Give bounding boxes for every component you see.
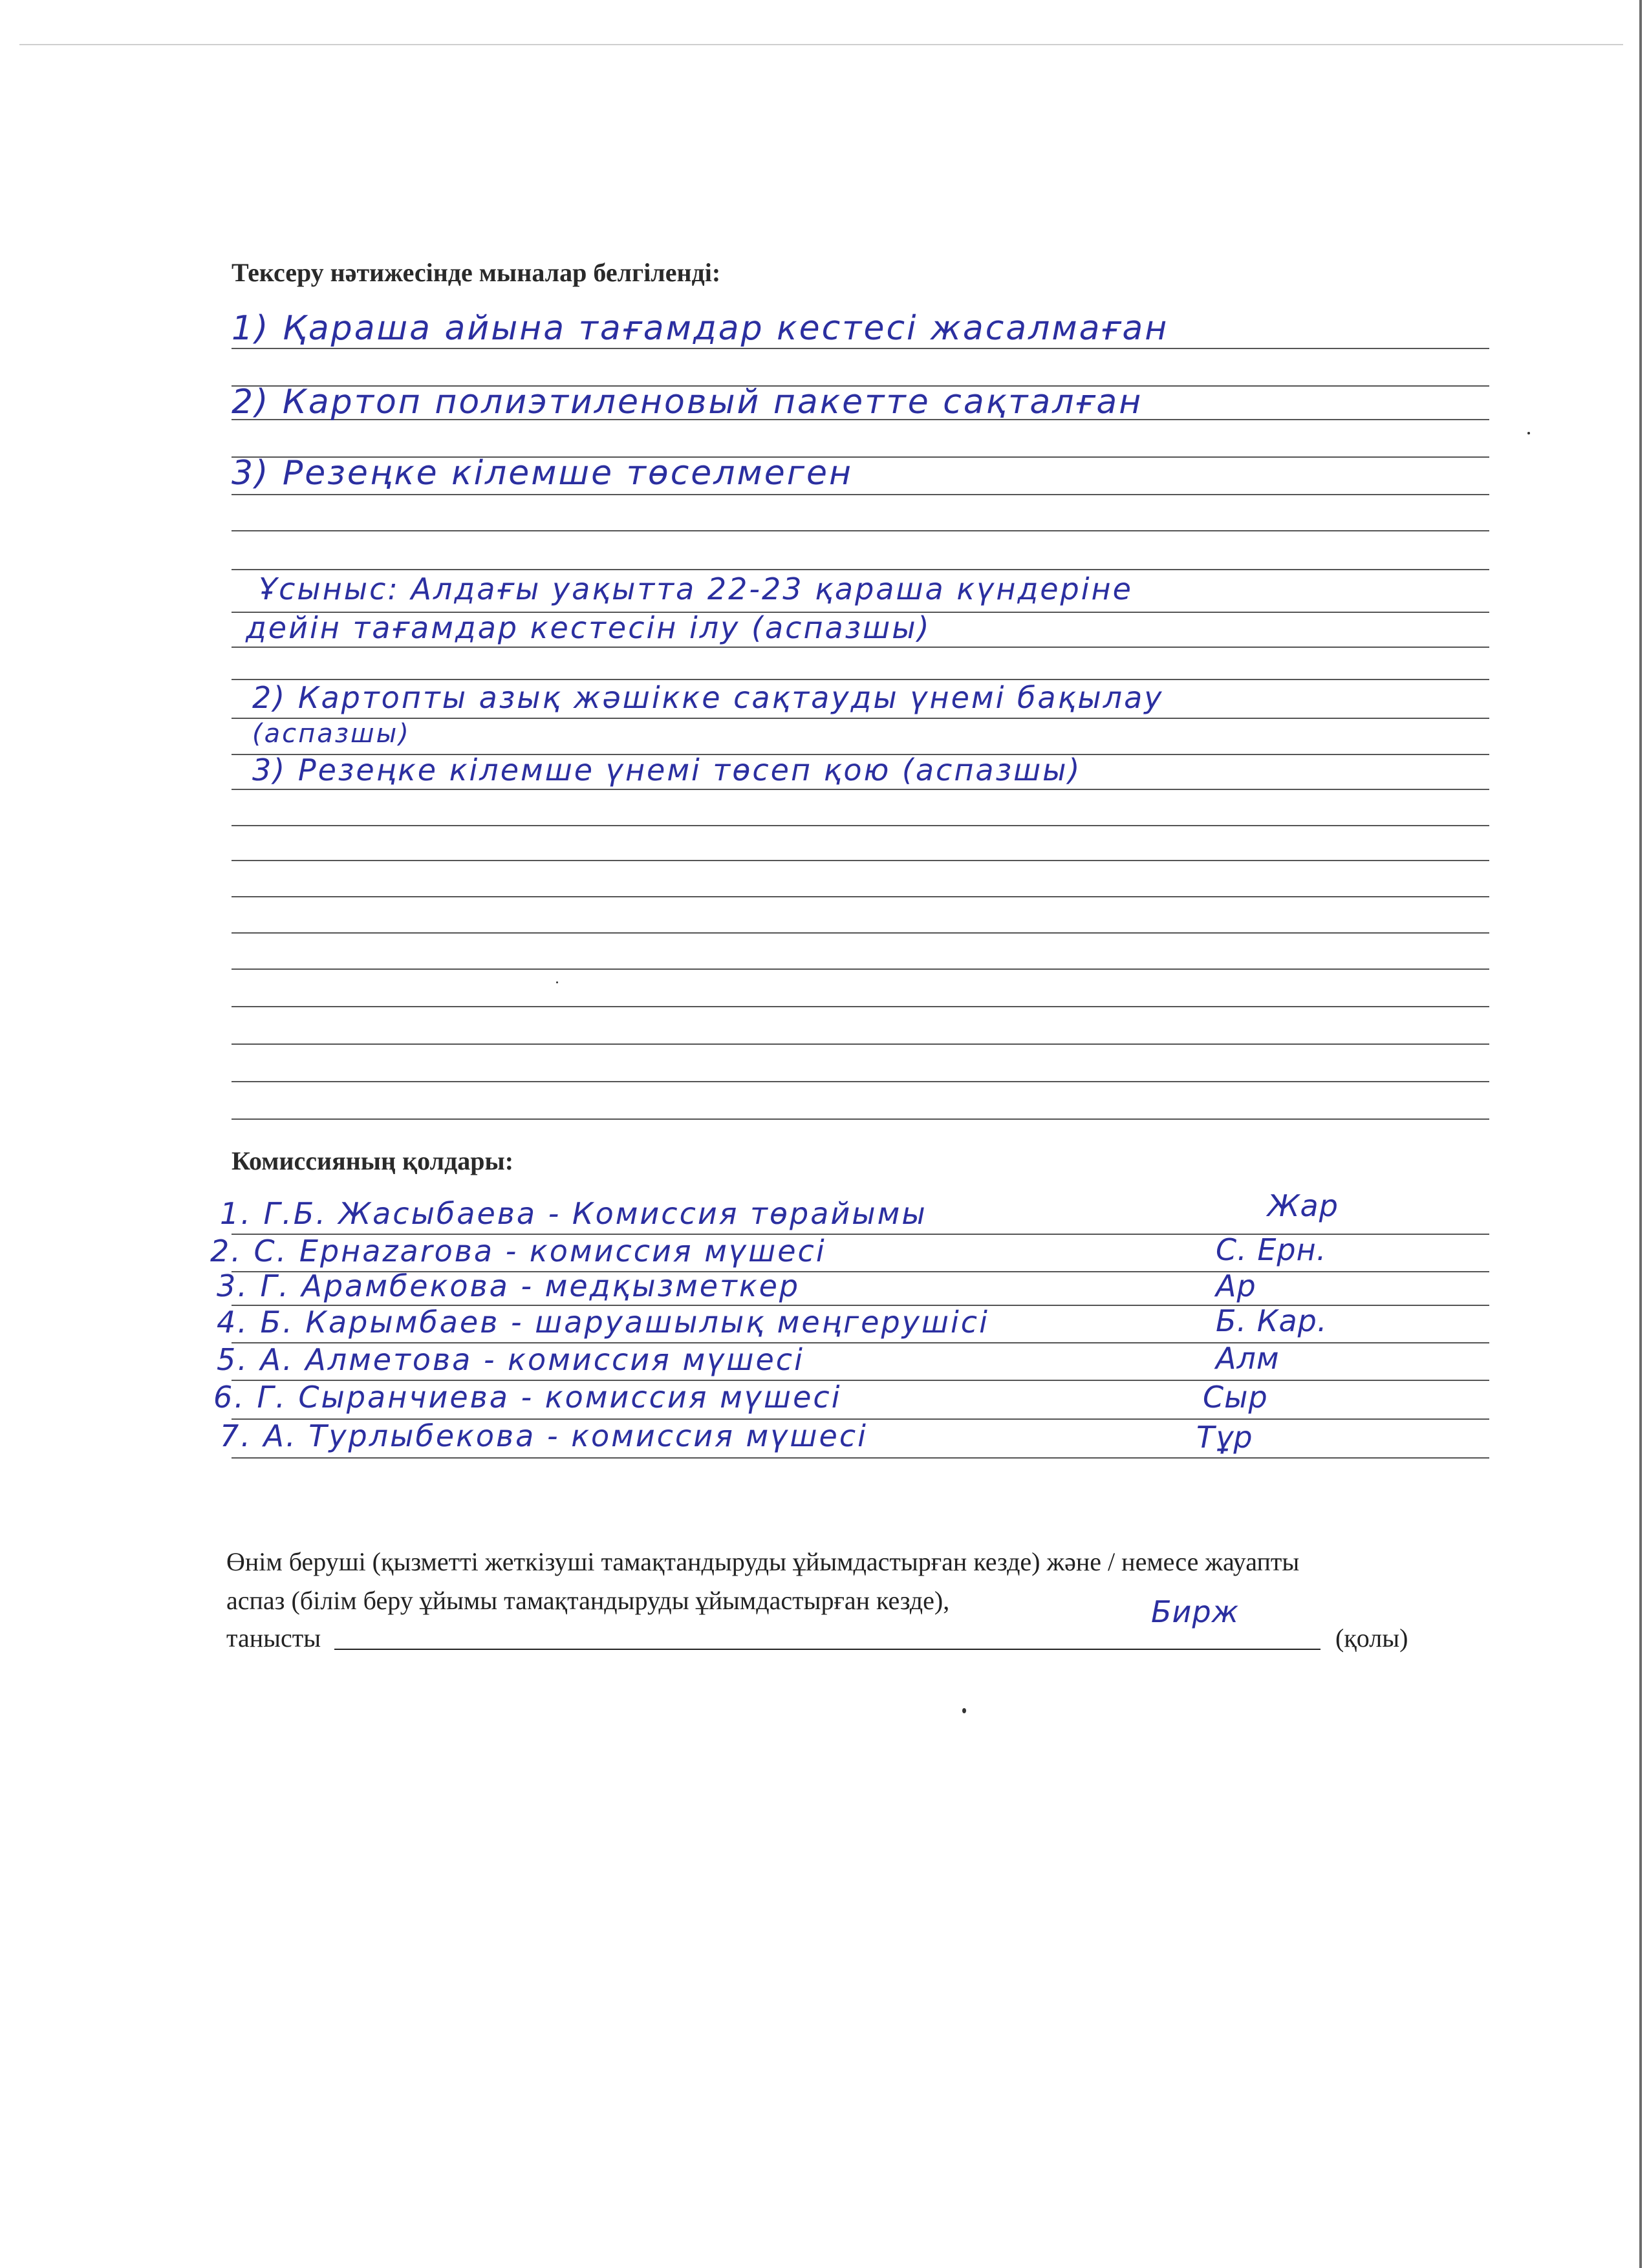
commission-member-line: 6. Г. Сыранчиева - комиссия мүшесі <box>213 1380 842 1415</box>
commission-member-line: 3. Г. Арамбекова - медқызметкер <box>217 1268 801 1303</box>
member-signature: С. Ерн. <box>1216 1232 1327 1267</box>
ruled-line <box>232 569 1489 570</box>
results-heading: Тексеру нәтижесінде мыналар белгіленді: <box>232 258 721 287</box>
scan-speck <box>962 1708 966 1713</box>
commission-member-line: 1. Г.Б. Жасыбаева - Комиссия төрайымы <box>220 1196 927 1231</box>
commission-member-line: 4. Б. Карымбаев - шаруашылық меңгерушісі <box>217 1305 989 1340</box>
signature-hint: (қолы) <box>1335 1623 1408 1653</box>
ruled-line <box>232 932 1489 934</box>
ruled-line <box>232 348 1489 349</box>
finding-line: 2) Картоп полиэтиленовый пакетте сақталған <box>232 383 1143 422</box>
member-signature: Алм <box>1216 1341 1280 1376</box>
ruled-line <box>232 1043 1489 1045</box>
recommendation-line: 2) Картопты азық жәшікке сақтауды үнемі бақылау <box>252 680 1164 715</box>
footer-cook-line: аспаз (білім беру ұйымы тамақтандыруды ұйымдастырған кезде), <box>226 1586 950 1615</box>
commission-member-line: 5. А. Алметова - комиссия мүшесі <box>217 1342 804 1377</box>
ruled-line <box>232 1006 1489 1007</box>
ruled-line <box>232 789 1489 790</box>
ruled-line <box>232 647 1489 648</box>
signature-underline <box>334 1649 1320 1650</box>
member-signature: Жар <box>1267 1188 1339 1223</box>
commission-member-line: 7. А. Турлыбекова - комиссия мүшесі <box>220 1418 868 1453</box>
acquainted-signature: Бирж <box>1151 1594 1240 1629</box>
ruled-line <box>232 968 1489 970</box>
ruled-line <box>232 860 1489 861</box>
ruled-line <box>232 1118 1489 1120</box>
finding-line: 3) Резеңке кілемше төселмеген <box>232 454 854 493</box>
recommendation-line: 3) Резеңке кілемше үнемі төсеп қою (аспазшы) <box>252 753 1082 787</box>
commission-heading: Комиссияның қолдары: <box>232 1146 514 1175</box>
scan-top-edge <box>19 44 1623 45</box>
recommendation-line: Ұсыныс: Алдағы уақытта 22-23 қараша күндеріне <box>259 572 1133 606</box>
footer-supplier-line: Өнім беруші (қызметті жеткізуші тамақтандыруды ұйымдастырған кезде) және / немесе жауапты <box>226 1547 1300 1576</box>
commission-member-line: 2. С. Ернazarова - комиссия мүшесі <box>210 1234 826 1268</box>
finding-line: 1) Қараша айына тағамдар кестесі жасалмаған <box>232 309 1169 348</box>
acquainted-label: таныcты <box>226 1623 321 1653</box>
ruled-line <box>232 825 1489 826</box>
ruled-line <box>232 1457 1489 1459</box>
ruled-line <box>232 718 1489 719</box>
member-signature: Тұр <box>1196 1420 1253 1455</box>
scan-right-edge <box>1639 0 1642 2268</box>
ruled-line <box>232 1081 1489 1082</box>
ruled-line <box>232 896 1489 897</box>
ruled-line <box>232 530 1489 531</box>
recommendation-line: (аспазшы) <box>252 719 411 749</box>
scan-speck <box>1527 432 1530 434</box>
member-signature: Сыр <box>1203 1380 1268 1415</box>
member-signature: Ар <box>1216 1268 1256 1303</box>
scan-speck <box>556 981 558 983</box>
member-signature: Б. Кар. <box>1216 1303 1328 1338</box>
ruled-line <box>232 494 1489 495</box>
recommendation-line: дейін тағамдар кестесін ілу (аспазшы) <box>246 610 931 645</box>
